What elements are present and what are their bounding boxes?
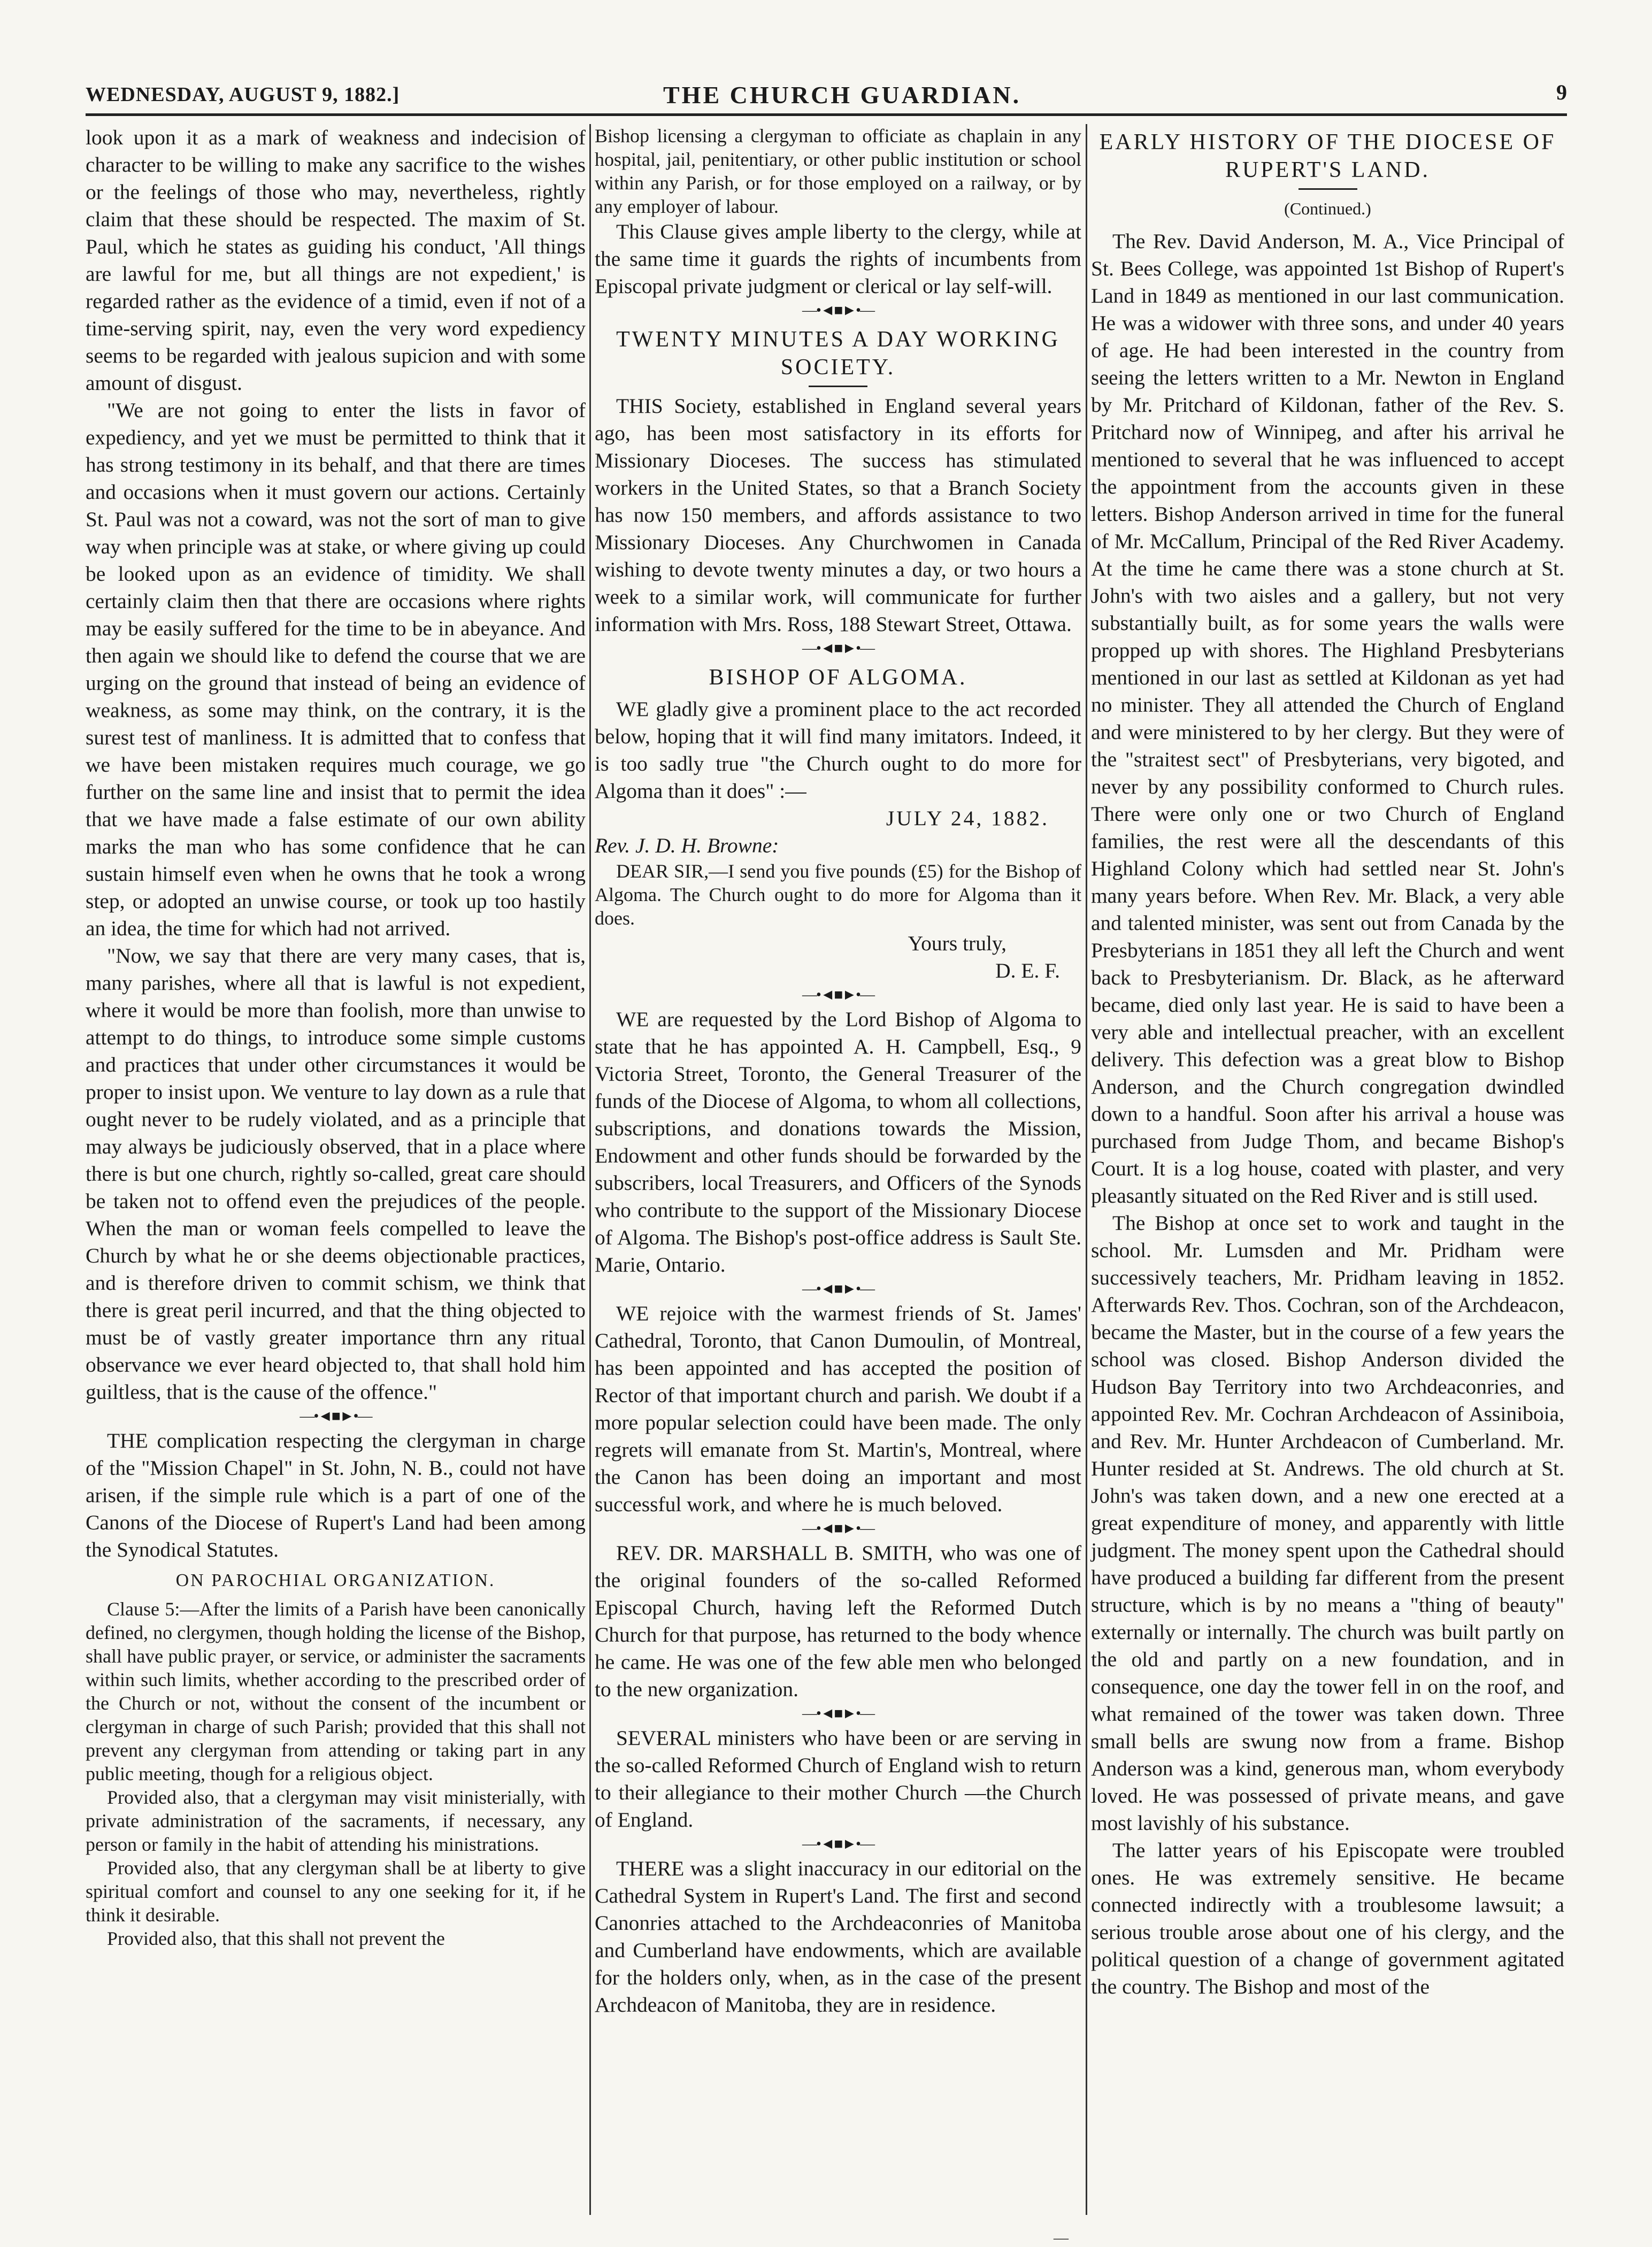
- canon-proviso: Provided also, that this shall not prevent the: [107, 1928, 445, 1949]
- newspaper-title: THE CHURCH GUARDIAN.: [663, 81, 1021, 109]
- continued-note: (Continued.): [1284, 199, 1371, 218]
- ornament-divider: —•◄■►•—: [802, 302, 874, 319]
- masthead-rule: [86, 113, 1567, 116]
- letter-date: JULY 24, 1882.: [886, 806, 1049, 830]
- column-1: [86, 124, 586, 1950]
- issue-date: WEDNESDAY, AUGUST 9, 1882.]: [86, 83, 400, 106]
- ornament-divider: —•◄■►•—: [802, 1705, 874, 1722]
- canon-proviso: Provided also, that any clergyman shall be at liberty to give spiritual comfort and counsel to any one seeking for it, if he think it desirable.: [86, 1857, 586, 1926]
- canon-continuation: Bishop licensing a clergyman to officiate as chaplain in any hospital, jail, penitentiary, or other public institution or school within any Parish, or for those employed on a railway, or by any employer of labour.: [595, 125, 1081, 217]
- canon-clause: Clause 5:—After the limits of a Parish have been canonically defined, no clergymen, though holding the license of the Bishop, shall have public prayer, or service, or administer the sacraments within such limits, whether according to the prescribed order of the Church or not, without the consent of the incumbent or clergyman in charge of such Parish; provided that this shall not prevent any clergyman from attending or taking part in any public meeting, though for a religious object.: [86, 1598, 586, 1784]
- article-paragraph: The latter years of his Episcopate were troubled ones. He was extremely sensitive. He became connected indirectly with a troublesome lawsuit; a serious trouble arose about one of his clergy, and the political question of a change of government agitated the country. The Bishop and most of the: [1091, 1838, 1564, 1998]
- section-heading: TWENTY MINUTES A DAY WORKING SOCIETY.: [616, 327, 1060, 380]
- article-paragraph: The Rev. David Anderson, M. A., Vice Principal of St. Bees College, was appointed 1st Bishop of Rupert's Land in 1849 as mentioned in our last communication. He was a widower with three sons, and under 40 years of age. He had been interested in the country from seeing the letters written to a Mr. Newton in England by Mr. Pritchard of Kildonan, father of the Rev. S. Pritchard now of Winnipeg, and after his arrival he mentioned to several that he was influenced to accept the appointment from the accounts given in these letters. Bishop Anderson arrived in time for the funeral of Mr. McCallum, Principal of the Red River Academy. At the time he came there was a stone church at St. John's with two aisles and a gallery, but not very substantially built, as for some years the walls were propped up with shores. The Highland Presbyterians mentioned in our last as settled at Kildonan as yet had no minister. They all attended the Church of England and were ministered to by her clergy. But they were of the "straitest sect" of Presbyterians, very bigoted, and never by any possibility conformed to Church rules. There were only one or two Church of England families, the rest were all the descendants of this Highland Colony which had settled near St. John's many years before. When Rev. Mr. Black, a very able and talented minister, was sent out from Canada by the Presbyterians in 1851 they all left the Church and went back to Presbyterianism. Dr. Black, as he afterward became, died only last year. He is said to have been a very able and intellectual preacher, with an excellent delivery. This defection was a great blow to Bishop Anderson, and the Church congregation dwindled down to a handful. Soon after his arrival a house was purchased from Judge Thom, and became Bishop's Court. It is a log house, coated with plaster, and very pleasantly situated on the Red River and is still used.: [1091, 229, 1564, 1207]
- section-heading: BISHOP OF ALGOMA.: [709, 665, 967, 690]
- letter-closing: Yours truly,: [908, 932, 1006, 955]
- article-paragraph: look upon it as a mark of weakness and indecision of character to be willing to make any sacrifice to the wishes or the feelings of those who may, nevertheless, rightly claim that these should be respected. The maxim of St. Paul, which he states as guiding his conduct, 'All things are lawful for me, but all things are not expedient,' is regarded rather as the evidence of a timid, even if not of a time-serving spirit, nay, even the very word expediency seems to be regarded with jealous supicion and with some amount of disgust.: [86, 126, 586, 395]
- short-rule: [1298, 188, 1357, 190]
- letter-salutation: Rev. J. D. H. Browne:: [595, 834, 779, 857]
- article-paragraph: WE gladly give a prominent place to the act recorded below, hoping that it will find many imitators. Indeed, it is too sadly true "the Church ought to do more for Algoma than it does" :—: [595, 697, 1081, 803]
- page-number: 9: [1556, 80, 1567, 104]
- column-divider-2: [1086, 124, 1087, 2215]
- article-paragraph: The Bishop at once set to work and taught in the school. Mr. Lumsden and Mr. Pridham were successively teachers, Mr. Pridham leaving in 1852. Afterwards Rev. Thos. Cochran, son of the Archdeacon, became the Master, but in the course of a few years the school was closed. Bishop Anderson divided the Hudson Bay Territory into two Archdeaconries, and appointed Rev. Mr. Cochran Archdeacon of Assiniboia, and Rev. Mr. Hunter Archdeacon of Cumberland. Mr. Hunter resided at St. Andrews. The old church at St. John's was taken down, and a new one erected at a great expenditure of money, and apparently with little judgment. The money spent upon the Cathedral should have produced a building far different from the present structure, which is by no means a "thing of beauty" externally or internally. The church was built partly on the old and partly on a new foundation, and in consequence, one day the tower fell in on the roof, and what remained of the tower was taken down. Three small bells are swung now from a frame. Bishop Anderson was a kind, generous man, whom everybody loved. He was possessed of private means, and gave most lavishly of his substance.: [1091, 1211, 1564, 1835]
- article-paragraph: "Now, we say that there are very many cases, that is, many parishes, where all that is lawful is not expedient, where it would be more than foolish, more than unwise to attempt to do things, to introduce some simple customs and practices that under other circumstances it would be proper to insist upon. We venture to lay down as a rule that ought never to be rudely violated, and as a principle that may always be judiciously observed, that in a place where there is but one church, rightly so-called, great care should be taken not to offend even the prejudices of the people. When the man or woman feels compelled to leave the Church by what he or she deems objectionable practices, and is therefore driven to commit schism, we think that there is great peril incurred, and that the thing objected to must be of vastly greater importance thrn any ritual observance we ever heard objected to, that shall hold him guiltless, that is the cause of the offence.": [86, 944, 586, 1404]
- ornament-divider: —•◄■►•—: [299, 1408, 372, 1425]
- section-heading: EARLY HISTORY OF THE DIOCESE OF RUPERT'S LAND.: [1099, 130, 1556, 182]
- column-2: [595, 124, 1081, 2019]
- short-rule: [809, 386, 867, 387]
- column-divider-1: [589, 124, 591, 2215]
- article-paragraph: WE are requested by the Lord Bishop of Algoma to state that he has appointed A. H. Campbell, Esq., 9 Victoria Street, Toronto, the General Treasurer of the funds of the Diocese of Algoma, to whom all collections, subscriptions, and donations towards the Mission, Endowment and other funds should be forwarded by the subscribers, local Treasurers, and Officers of the Synods who contribute to the support of the Missionary Diocese of Algoma. The Bishop's post-office address is Sault Ste. Marie, Ontario.: [595, 1007, 1081, 1276]
- article-paragraph: This Clause gives ample liberty to the clergy, while at the same time it guards the rights of incumbents from Episcopal private judgment or clerical or lay self-will.: [595, 220, 1081, 298]
- article-paragraph: SEVERAL ministers who have been or are serving in the so-called Reformed Church of England wish to return to their allegiance to their mother Church —the Church of England.: [595, 1726, 1081, 1832]
- article-paragraph: WE rejoice with the warmest friends of St. James' Cathedral, Toronto, that Canon Dumoulin, of Montreal, has been appointed and has accepted the position of Rector of that important church and parish. We doubt if a more popular selection could have been made. The only regrets will emanate from St. Martin's, Montreal, where the Canon has been doing an important and most successful work, and where he is much beloved.: [595, 1302, 1081, 1516]
- footer-dash: —: [1054, 2230, 1069, 2246]
- ornament-divider: —•◄■►•—: [802, 987, 874, 1003]
- column-3: [1091, 124, 1564, 2000]
- ornament-divider: —•◄■►•—: [802, 640, 874, 657]
- ornament-divider: —•◄■►•—: [802, 1836, 874, 1852]
- article-paragraph: THIS Society, established in England several years ago, has been most satisfactory in its efforts for Missionary Dioceses. The success has stimulated workers in the United States, so that a Branch Society has now 150 members, and affords assistance to two Missionary Dioceses. Any Churchwomen in Canada wishing to devote twenty minutes a day, or two hours a week to a similar work, will communicate for further information with Mrs. Ross, 188 Stewart Street, Ottawa.: [595, 394, 1081, 636]
- article-paragraph: "We are not going to enter the lists in favor of expediency, and yet we must be permitted to think that it has strong testimony in its behalf, and that there are times and occasions when it must govern our actions. Certainly St. Paul was not a coward, was not the sort of man to give way when principle was at stake, or where giving up could be looked upon as an evidence of timidity. We shall certainly claim then that there are occasions where rights may be easily suffered for the time to be in abeyance. And then again we should like to defend the course that we are urging on the ground that instead of being an evidence of weakness, as some may think, on the contrary, it is the surest test of manliness. It is admitted that to confess that we have been mistaken requires much courage, we go further on the same line and insist that to permit the idea that we have made a false estimate of our own ability marks the man who has some confidence that he can sustain himself even when he owns that he took a wrong step, or adopted an unwise course, or took up too hastily an idea, the time for which had not arrived.: [86, 398, 586, 940]
- article-paragraph: REV. DR. MARSHALL B. SMITH, who was one of the original founders of the so-called Reformed Episcopal Church, having left the Reformed Dutch Church for that purpose, has returned to the body whence he came. He was one of the few able men who belonged to the new organization.: [595, 1541, 1081, 1701]
- letter-body: DEAR SIR,—I send you five pounds (£5) for the Bishop of Algoma. The Church ought to do more for Algoma than it does.: [595, 860, 1081, 929]
- article-paragraph: THE complication respecting the clergyman in charge of the "Mission Chapel" in St. John, N. B., could not have arisen, if the simple rule which is a part of one of the Canons of the Diocese of Rupert's Land had been among the Synodical Statutes.: [86, 1429, 586, 1561]
- section-heading: ON PAROCHIAL ORGANIZATION.: [175, 1571, 496, 1590]
- article-paragraph: THERE was a slight inaccuracy in our editorial on the Cathedral System in Rupert's Land. The first and second Canonries attached to the Archdeaconries of Manitoba and Cumberland have endowments, which are available for the holders only, when, as in the case of the present Archdeacon of Manitoba, they are in residence.: [595, 1857, 1081, 2017]
- letter-signature: D. E. F.: [995, 959, 1060, 982]
- ornament-divider: —•◄■►•—: [802, 1281, 874, 1297]
- masthead: [86, 80, 1567, 110]
- ornament-divider: —•◄■►•—: [802, 1520, 874, 1537]
- canon-proviso: Provided also, that a clergyman may visit ministerially, with private administration of the sacraments, if necessary, any person or family in the habit of attending his ministrations.: [86, 1787, 586, 1855]
